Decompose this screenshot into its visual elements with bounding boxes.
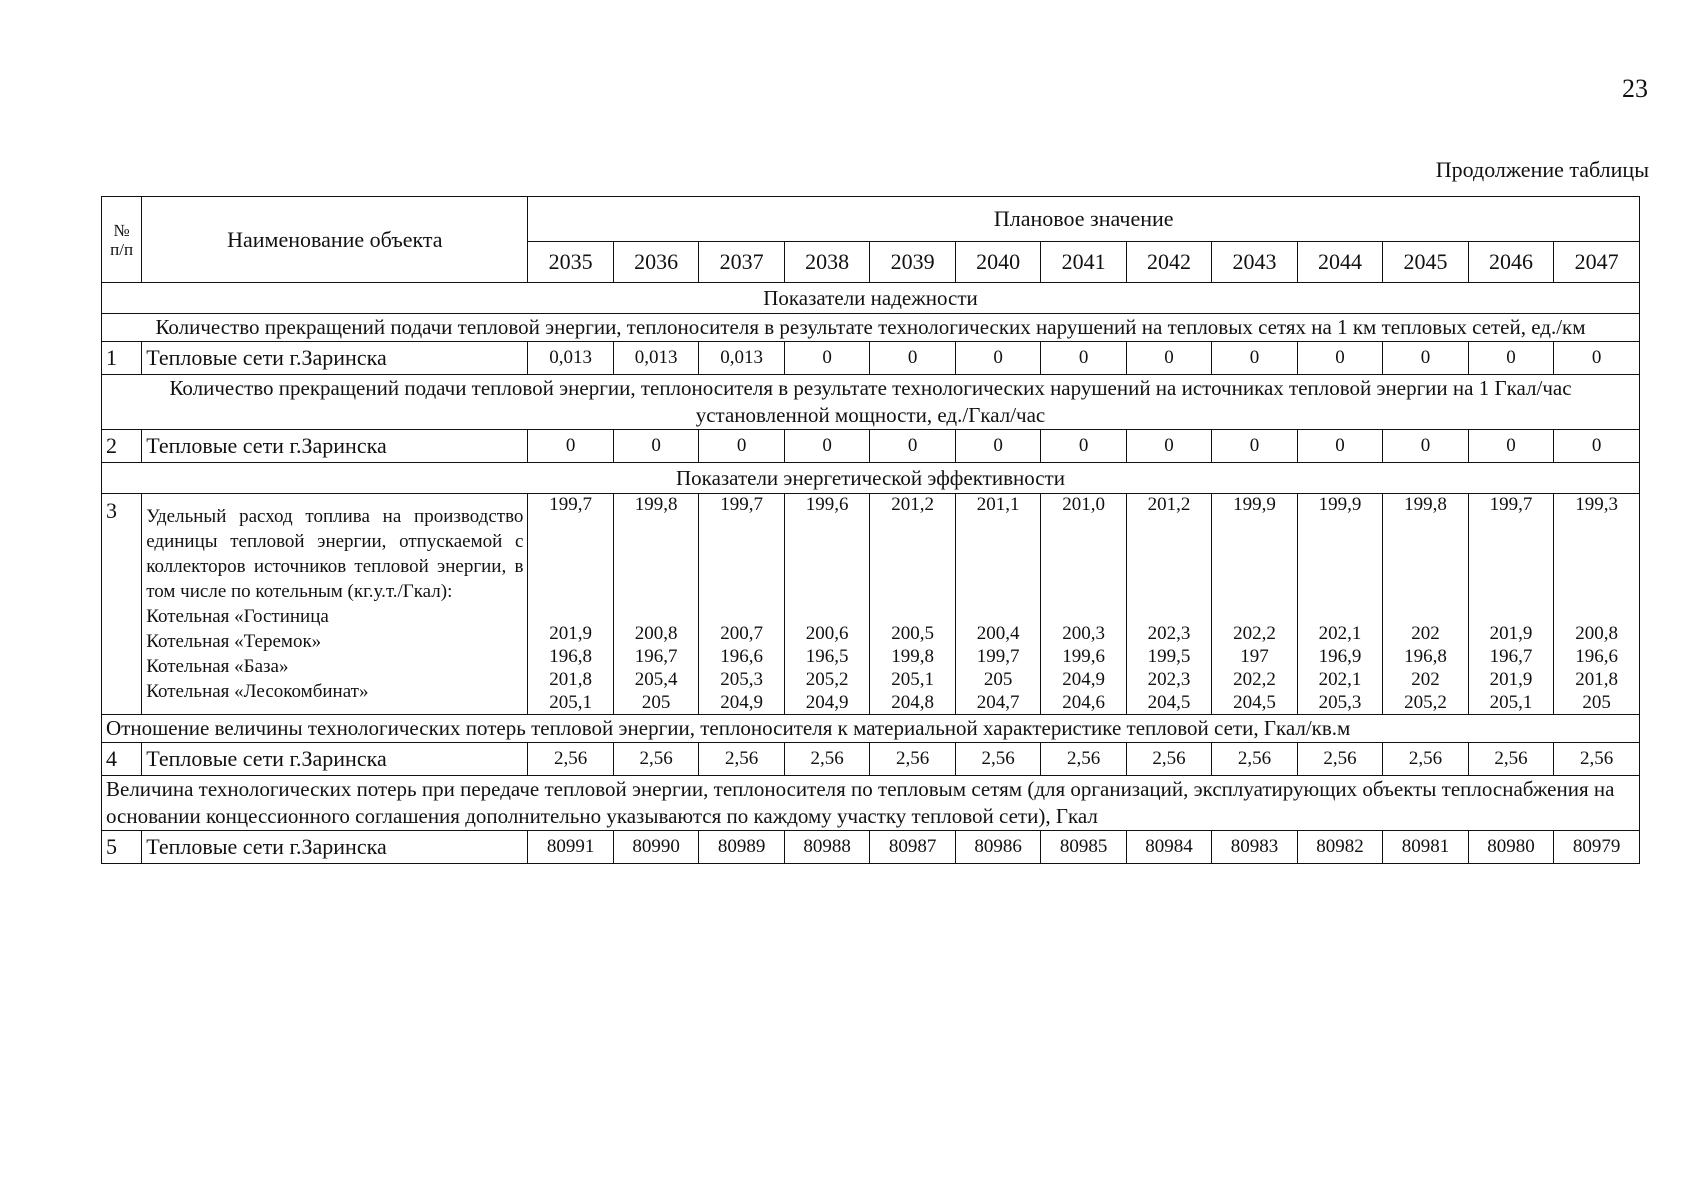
boiler-list [146,604,523,704]
boiler-value: 200,3 [1062,623,1105,644]
fuel-value-cell [1126,494,1211,715]
table-row [102,342,1640,375]
value-cell: 0 [699,430,784,463]
boiler-value: 205,2 [805,669,849,690]
value-cell: 80984 [1126,831,1211,864]
fuel-value-cell [1041,494,1126,715]
year-header: 2044 [1297,242,1382,283]
boiler-value: 201,8 [1575,669,1618,690]
fuel-total: 199,7 [720,494,763,515]
boiler-value: 204,9 [720,692,763,713]
boiler-name: Котельная «Теремок» [146,631,322,652]
value-cell: 2,56 [699,743,784,776]
boiler-value: 204,8 [891,692,934,713]
value-cell: 0 [1126,430,1211,463]
header-name: Наименование объекта [142,197,528,283]
fuel-value-cell [528,494,613,715]
value-cell: 2,56 [1383,743,1468,776]
boiler-value: 204,5 [1147,692,1191,713]
value-cell: 2,56 [1212,743,1297,776]
boiler-value: 204,9 [1062,669,1105,690]
boiler-value: 199,6 [1062,646,1105,667]
boiler-value: 202,1 [1318,669,1362,690]
value-cell: 2,56 [1554,743,1640,776]
boiler-value: 196,7 [634,646,678,667]
value-cell: 0 [1212,342,1297,375]
boiler-value: 204,7 [976,692,1020,713]
boiler-value: 205 [983,669,1013,690]
fuel-total: 199,9 [1318,494,1362,515]
year-header: 2045 [1383,242,1468,283]
boiler-value: 205,1 [1489,692,1533,713]
value-cell: 2,56 [1297,743,1382,776]
boiler-value: 200,6 [805,623,849,644]
row-name: Тепловые сети г.Заринска [142,342,528,375]
value-cell: 80991 [528,831,613,864]
fuel-total: 199,7 [1489,494,1533,515]
fuel-total: 199,6 [805,494,849,515]
value-cell: 0 [1554,342,1640,375]
boiler-value: 205,1 [549,692,593,713]
value-cell: 0 [1212,430,1297,463]
boiler-value: 200,8 [634,623,678,644]
value-cell: 80987 [870,831,955,864]
row-name: Тепловые сети г.Заринска [142,430,528,463]
boiler-value: 196,5 [805,646,849,667]
indicator-5: Величина технологических потерь при передаче тепловой энергии, теплоносителя по тепловым сетям (для организаций, эксплуатирующих объекты теплоснабжения на основании концессионного соглашения дополнительно указываются по каждому участку тепловой сети), Гкал [102,776,1640,831]
boiler-value: 202,2 [1233,669,1276,690]
value-cell: 0 [784,342,869,375]
row-number: 2 [102,430,142,463]
fuel-total: 201,2 [1147,494,1191,515]
boiler-value: 205,3 [1318,692,1362,713]
boiler-value: 201,9 [1489,623,1533,644]
boiler-value: 205,1 [891,669,934,690]
boiler-value: 202 [1411,669,1440,690]
boiler-value: 197 [1240,646,1269,667]
row-number: 1 [102,342,142,375]
fuel-value-cell [699,494,784,715]
boiler-name: Котельная «База» [146,656,289,677]
fuel-total: 199,7 [549,494,593,515]
value-cell: 2,56 [1468,743,1553,776]
value-cell: 0 [955,342,1040,375]
year-header: 2041 [1041,242,1126,283]
boiler-value: 204,6 [1062,692,1105,713]
continuation-label: Продолжение таблицы [1435,157,1649,182]
boiler-value: 202,2 [1233,623,1276,644]
fuel-total: 199,8 [634,494,678,515]
value-cell: 2,56 [870,743,955,776]
fuel-description: Удельный расход топлива на производство единицы тепловой энергии, отпускаемой с коллекторов источников тепловой энергии, в том числе по котельным (кг.у.т./Гкал): [146,506,524,602]
header-plan: Плановое значение [528,197,1640,242]
value-cell: 80979 [1554,831,1640,864]
year-header: 2040 [955,242,1040,283]
year-header: 2037 [699,242,784,283]
indicator-1: Количество прекращений подачи тепловой энергии, теплоносителя в результате технологических нарушений на тепловых сетях на 1 км тепловых сетей, ед./км [102,314,1640,342]
boiler-value: 200,4 [976,623,1020,644]
boiler-value: 196,6 [720,646,763,667]
value-cell: 80982 [1297,831,1382,864]
boiler-value: 199,8 [891,646,934,667]
table-row [102,430,1640,463]
value-cell: 80990 [613,831,698,864]
value-cell: 0 [955,430,1040,463]
boiler-value: 205 [1582,692,1611,713]
value-cell: 80989 [699,831,784,864]
boiler-value: 199,5 [1147,646,1191,667]
value-cell: 2,56 [613,743,698,776]
value-cell: 0 [1554,430,1640,463]
year-header: 2043 [1212,242,1297,283]
boiler-value: 205,2 [1404,692,1447,713]
value-cell: 0 [1383,430,1468,463]
year-header: 2035 [528,242,613,283]
value-cell: 0 [1041,342,1126,375]
indicators-table [101,196,1640,864]
fuel-value-cell [1212,494,1297,715]
value-cell: 0 [784,430,869,463]
value-cell: 0 [870,430,955,463]
boiler-value: 202,1 [1318,623,1362,644]
boiler-value: 204,5 [1233,692,1276,713]
page-number: 23 [1622,74,1648,103]
fuel-total: 201,2 [891,494,934,515]
value-cell: 0 [870,342,955,375]
row-number: 4 [102,743,142,776]
boiler-value: 202,3 [1147,669,1191,690]
fuel-description-cell [142,494,528,715]
year-header: 2046 [1468,242,1553,283]
fuel-total: 201,1 [976,494,1020,515]
value-cell: 0 [1468,430,1553,463]
value-cell: 80981 [1383,831,1468,864]
value-cell: 0 [1297,430,1382,463]
value-cell: 80988 [784,831,869,864]
row-name: Тепловые сети г.Заринска [142,831,528,864]
value-cell: 80986 [955,831,1040,864]
fuel-total: 201,0 [1062,494,1105,515]
boiler-value: 200,5 [891,623,934,644]
boiler-value: 205,4 [634,669,678,690]
fuel-value-cell [955,494,1040,715]
boiler-value: 202 [1411,623,1440,644]
boiler-value: 196,7 [1489,646,1533,667]
fuel-total: 199,9 [1233,494,1276,515]
year-header: 2047 [1554,242,1640,283]
boiler-value: 200,7 [720,623,763,644]
year-header: 2036 [613,242,698,283]
boiler-value: 196,8 [549,646,593,667]
year-header: 2039 [870,242,955,283]
row-number: 5 [102,831,142,864]
header-num: № п/п [102,197,142,283]
value-cell: 2,56 [528,743,613,776]
indicator-4: Отношение величины технологических потерь тепловой энергии, теплоносителя к материальной характеристике тепловой сети, Гкал/кв.м [102,715,1640,743]
boiler-value: 204,9 [805,692,849,713]
fuel-total: 199,8 [1404,494,1447,515]
value-cell: 0 [528,430,613,463]
value-cell: 0,013 [699,342,784,375]
value-cell: 2,56 [1126,743,1211,776]
fuel-value-cell [1554,494,1640,715]
year-header: 2042 [1126,242,1211,283]
value-cell: 0 [613,430,698,463]
fuel-value-cell [1383,494,1468,715]
boiler-value: 202,3 [1147,623,1191,644]
value-cell: 80983 [1212,831,1297,864]
boiler-value: 201,9 [1489,669,1533,690]
value-cell: 2,56 [784,743,869,776]
year-header: 2038 [784,242,869,283]
value-cell: 2,56 [955,743,1040,776]
value-cell: 0 [1041,430,1126,463]
boiler-value: 201,9 [549,623,593,644]
boiler-name: Котельная «Гостиница [146,606,329,627]
boiler-value: 196,9 [1318,646,1362,667]
fuel-value-cell [870,494,955,715]
boiler-value: 199,7 [976,646,1020,667]
value-cell: 0 [1468,342,1553,375]
fuel-value-cell [1468,494,1553,715]
boiler-value: 205,3 [720,669,763,690]
section-efficiency: Показатели энергетической эффективности [102,463,1640,494]
table-row [102,494,1640,715]
table-row [102,743,1640,776]
fuel-value-cell [1297,494,1382,715]
boiler-value: 205 [641,692,671,713]
value-cell: 0,013 [613,342,698,375]
value-cell: 0 [1383,342,1468,375]
table-row [102,831,1640,864]
fuel-value-cell [784,494,869,715]
value-cell: 0 [1126,342,1211,375]
fuel-total: 199,3 [1575,494,1618,515]
row-number: 3 [102,494,142,715]
boiler-value: 201,8 [549,669,593,690]
section-reliability: Показатели надежности [102,283,1640,314]
row-name: Тепловые сети г.Заринска [142,743,528,776]
boiler-name: Котельная «Лесокомбинат» [146,681,369,702]
indicator-2: Количество прекращений подачи тепловой энергии, теплоносителя в результате технологических нарушений на источниках тепловой энергии на 1 Гкал/час установленной мощности, ед./Гкал/час [102,375,1640,430]
boiler-value: 196,6 [1575,646,1618,667]
value-cell: 0,013 [528,342,613,375]
value-cell: 80985 [1041,831,1126,864]
value-cell: 80980 [1468,831,1553,864]
value-cell: 2,56 [1041,743,1126,776]
boiler-value: 200,8 [1575,623,1618,644]
value-cell: 0 [1297,342,1382,375]
fuel-value-cell [613,494,698,715]
boiler-value: 196,8 [1404,646,1447,667]
